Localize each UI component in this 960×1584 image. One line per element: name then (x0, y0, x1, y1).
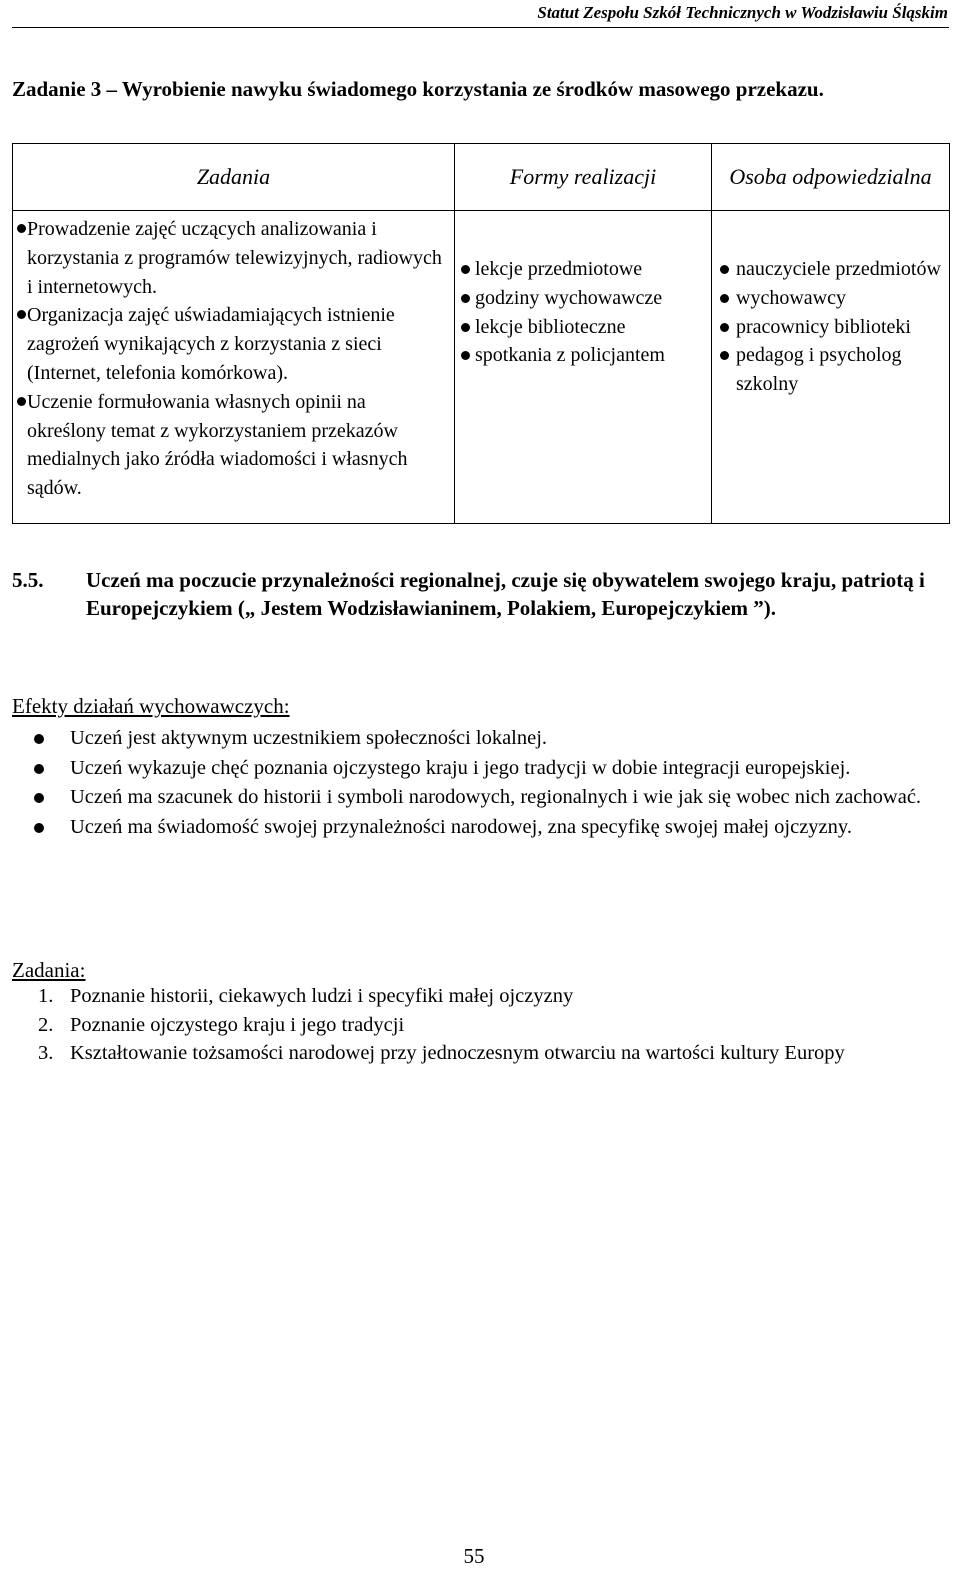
tasks-title: Zadania: (12, 958, 86, 982)
header-formy-realizacji: Formy realizacji (455, 144, 712, 211)
running-header: Statut Zespołu Szkół Technicznych w Wodzisławiu Śląskim (537, 3, 948, 22)
bullet-icon (34, 764, 44, 774)
bullet-icon (461, 323, 470, 332)
table-row (13, 211, 950, 524)
list-item: nauczyciele przedmiotów (736, 255, 943, 284)
list-item: lekcje przedmiotowe (475, 255, 705, 284)
list-item: Uczeń wykazuje chęć poznania ojczystego kraju i jego tradycji w dobie integracji europejskiej. (12, 754, 942, 783)
list-item: 1. Poznanie historii, ciekawych ludzi i specyfiki małej ojczyzny (38, 985, 574, 1007)
effects-title: Efekty działań wychowawczych: (12, 694, 290, 718)
section-number: 5.5. (12, 568, 44, 592)
list-item: pracownicy biblioteki (736, 313, 943, 342)
page-number: 55 (463, 1544, 485, 1568)
bullet-icon (461, 265, 470, 274)
table-header-row (13, 144, 950, 211)
bullet-icon (17, 224, 26, 233)
cell-osoby (712, 211, 950, 524)
section-text: Uczeń ma poczucie przynależności regionalnej, czuje się obywatelem swojego kraju, patriotą i Europejczykiem („ Jestem Wodzisławianinem, Polakiem, Europejczykiem ”). (86, 568, 925, 620)
bullet-icon (461, 351, 470, 360)
bullet-icon (34, 734, 44, 744)
header-osoba-odpowiedzialna: Osoba odpowiedzialna (712, 144, 950, 211)
bullet-icon (461, 294, 470, 303)
bullet-icon (720, 294, 729, 303)
list-item: Uczeń ma świadomość swojej przynależności narodowej, zna specyfikę swojej małej ojczyzny. (12, 813, 942, 842)
bullet-icon (720, 265, 729, 274)
list-item: 2. Poznanie ojczystego kraju i jego tradycji (38, 1013, 405, 1036)
list-item: pedagog i psycholog szkolny (736, 341, 943, 399)
tasks-list (12, 982, 942, 1068)
list-item: spotkania z policjantem (475, 341, 705, 370)
task-3-title: Zadanie 3 – Wyrobienie nawyku świadomego korzystania ze środków masowego przekazu. (12, 77, 824, 101)
list-item: godziny wychowawcze (475, 284, 705, 313)
bullet-icon (17, 310, 26, 319)
bullet-icon (34, 823, 44, 833)
list-item: 3. Kształtowanie tożsamości narodowej przy jednoczesnym otwarciu na wartości kultury Europy (38, 1042, 845, 1064)
section-5-5-heading (12, 566, 942, 622)
effects-list (12, 724, 942, 842)
bullet-icon (17, 397, 26, 406)
bullet-icon (720, 323, 729, 332)
list-item: Prowadzenie zajęć uczących analizowania i korzystania z programów telewizyjnych, radiowych i internetowych. (27, 215, 446, 301)
list-item: Uczeń ma szacunek do historii i symboli narodowych, regionalnych i wie jak się wobec nich zachować. (12, 783, 942, 812)
task-3-table (12, 143, 950, 524)
list-item: Uczeń jest aktywnym uczestnikiem społeczności lokalnej. (12, 724, 942, 753)
bullet-icon (34, 793, 44, 803)
cell-formy (455, 211, 712, 524)
bullet-icon (720, 351, 729, 360)
cell-zadania (13, 211, 455, 524)
header-zadania: Zadania (13, 144, 455, 211)
list-item: lekcje biblioteczne (475, 313, 705, 342)
header-rule (12, 27, 949, 28)
list-item: Organizacja zajęć uświadamiających istnienie zagrożeń wynikających z korzystania z sieci (Internet, telefonia komórkowa). (27, 301, 446, 387)
list-item: Uczenie formułowania własnych opinii na określony temat z wykorzystaniem przekazów medialnych jako źródła wiadomości i własnych sądów. (27, 388, 446, 503)
list-item: wychowawcy (736, 284, 943, 313)
